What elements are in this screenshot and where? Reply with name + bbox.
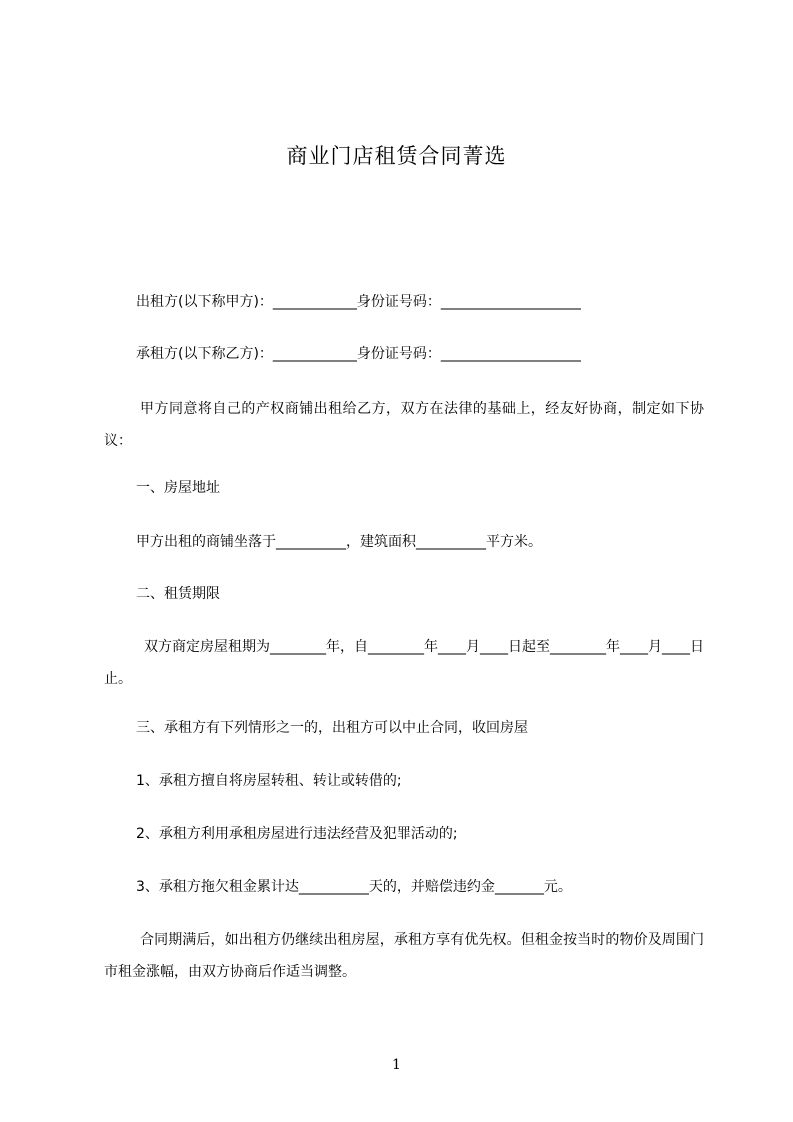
section3-item-2: 2、承租方利用承租房屋进行违法经营及犯罪活动的;: [136, 826, 458, 842]
intro-paragraph: 甲方同意将自己的产权商铺出租给乙方，双方在法律的基础上，经友好协商，制定如下协议：: [104, 401, 704, 449]
closing-paragraph: 合同期满后，如出租方仍继续出租房屋，承租方享有优先权。但租金按当时的物价及周围门市租金涨幅，由双方协商后作适当调整。: [104, 932, 704, 980]
page-number: 1: [392, 1057, 401, 1073]
section3-item-1: 1、承租方擅自将房屋转租、转让或转借的;: [136, 773, 402, 789]
section3-item-3: 3、承租方拖欠租金累计达__________天的，并赔偿违约金_______元。: [136, 879, 572, 895]
section3-heading: 三、承租方有下列情形之一的，出租方可以中止合同，收回房屋: [136, 720, 528, 736]
section2-heading: 二、租赁期限: [136, 586, 220, 602]
document-title: 商业门店租赁合同菁选: [286, 144, 507, 168]
lessee-line: 承租方(以下称乙方)：____________身份证号码：____________________: [136, 346, 581, 362]
section2-text: 双方商定房屋租期为________年，自________年____月____日起至________年____月____日止。: [104, 639, 704, 687]
lessor-line: 出租方(以下称甲方)：____________身份证号码：____________________: [136, 294, 581, 310]
section1-heading: 一、房屋地址: [136, 480, 220, 496]
section1-text: 甲方出租的商铺坐落于__________，建筑面积__________平方米。: [136, 534, 542, 550]
